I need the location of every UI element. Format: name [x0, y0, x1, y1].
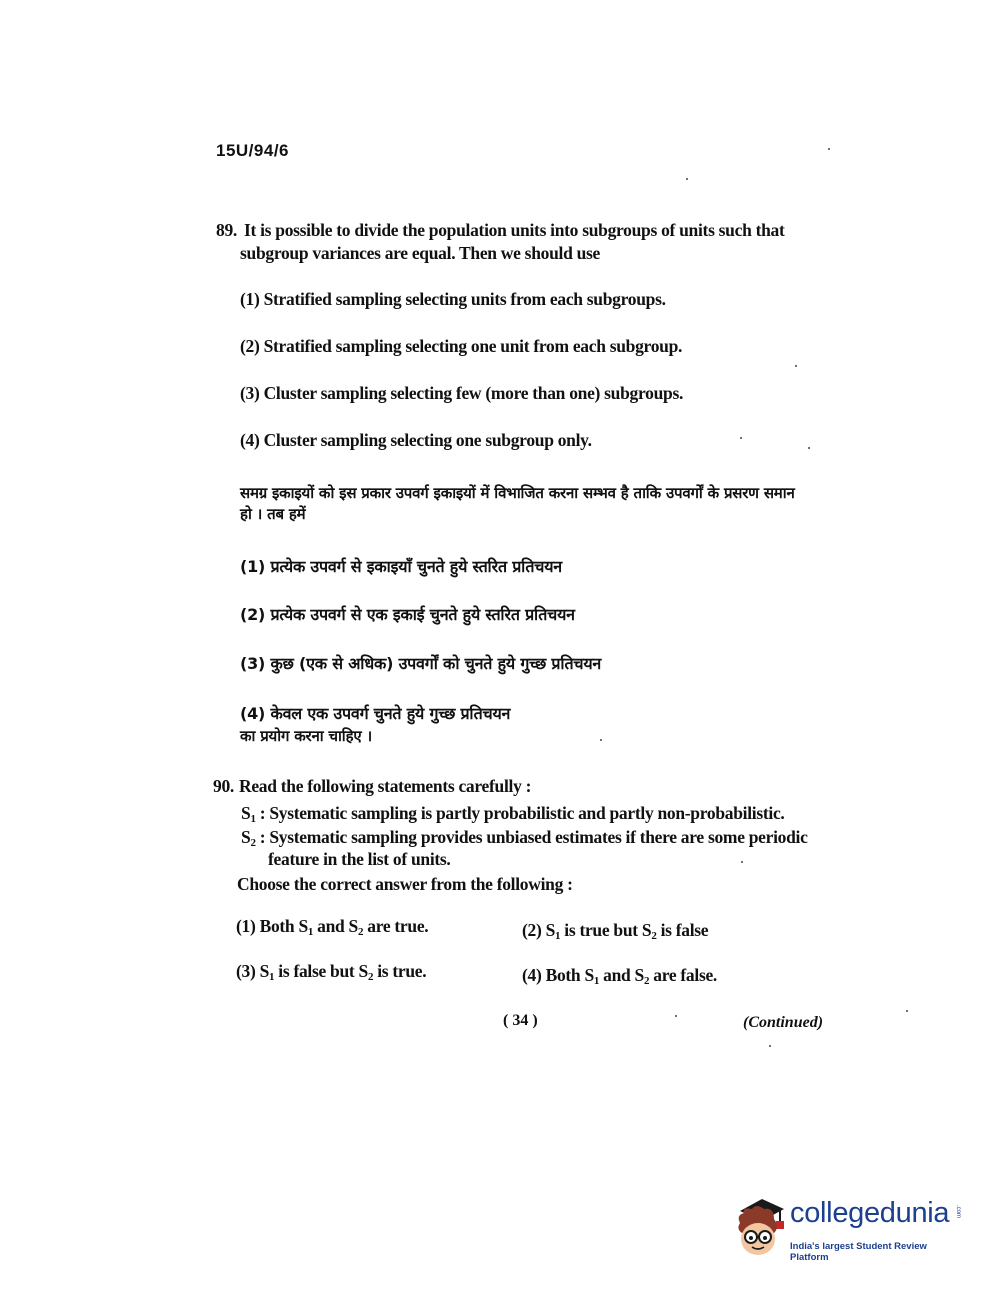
scan-speck [828, 148, 830, 150]
question-stem: Read the following statements carefully : [239, 776, 532, 796]
hindi-tail: का प्रयोग करना चाहिए । [240, 727, 372, 745]
statement-s2: $S_2$ : Systematic sampling provides unbiased estimates if there are some periodic [241, 827, 808, 849]
hindi-stem-line1: समग्र इकाइयों को इस प्रकार उपवर्ग इकाइयों में विभाजित करना सम्भव है ताकि उपवर्गों के प्रसरण समान [240, 484, 795, 502]
scan-speck [686, 178, 688, 180]
option-4: (4) Both $S_1$ and $S_2$ are false. [522, 965, 717, 987]
collegedunia-watermark [732, 1193, 967, 1271]
scan-speck [740, 437, 742, 439]
page-number: ( 34 ) [503, 1012, 538, 1029]
option-2: (2) Stratified sampling selecting one unit from each subgroup. [240, 336, 683, 356]
scan-speck [795, 365, 797, 367]
question-instruction: Choose the correct answer from the following : [237, 874, 573, 894]
question-number: 90. [213, 776, 234, 796]
hindi-option-3: (3) कुछ (एक से अधिक) उपवर्गों को चुनते हुये गुच्छ प्रतिचयन [240, 654, 602, 673]
mascot-logo-icon [732, 1193, 788, 1263]
option-4: (4) Cluster sampling selecting one subgroup only. [240, 430, 592, 450]
question-stem-line1: It is possible to divide the population units into subgroups of units such that [244, 220, 785, 240]
option-3: (3) Cluster sampling selecting few (more than one) subgroups. [240, 383, 684, 403]
scan-speck [769, 1045, 771, 1047]
scan-speck [741, 861, 743, 863]
question-stem-line2: subgroup variances are equal. Then we should use [240, 243, 600, 263]
hindi-option-4: (4) केवल एक उपवर्ग चुनते हुये गुच्छ प्रतिचयन [240, 704, 511, 723]
option-2: (2) $S_1$ is true but $S_2$ is false [522, 920, 709, 942]
paper-code: 15U/94/6 [216, 141, 289, 160]
brand-domain: .com [955, 1205, 961, 1219]
question-number: 89. [216, 220, 237, 240]
brand-tagline: India's largest Student Review Platform [790, 1241, 927, 1263]
option-1: (1) Both $S_1$ and $S_2$ are true. [236, 916, 429, 938]
brand-name: collegedunia [790, 1197, 950, 1229]
scan-speck [808, 447, 810, 449]
option-1: (1) Stratified sampling selecting units from each subgroups. [240, 289, 666, 309]
scan-speck [600, 739, 602, 741]
option-3: (3) $S_1$ is false but $S_2$ is true. [236, 961, 427, 983]
statement-s2-continued: feature in the list of units. [268, 849, 451, 869]
scan-speck [675, 1015, 677, 1017]
hindi-option-2: (2) प्रत्येक उपवर्ग से एक इकाई चुनते हुये स्तरित प्रतिचयन [240, 605, 575, 624]
continued-label: (Continued) [743, 1014, 824, 1031]
hindi-stem-line2: हो । तब हमें [240, 505, 306, 523]
statement-s1: $S_1$ : Systematic sampling is partly probabilistic and partly non-probabilistic. [241, 803, 785, 825]
scan-speck [906, 1010, 908, 1012]
hindi-option-1: (1) प्रत्येक उपवर्ग से इकाइयाँ चुनते हुये स्तरित प्रतिचयन [240, 557, 562, 576]
